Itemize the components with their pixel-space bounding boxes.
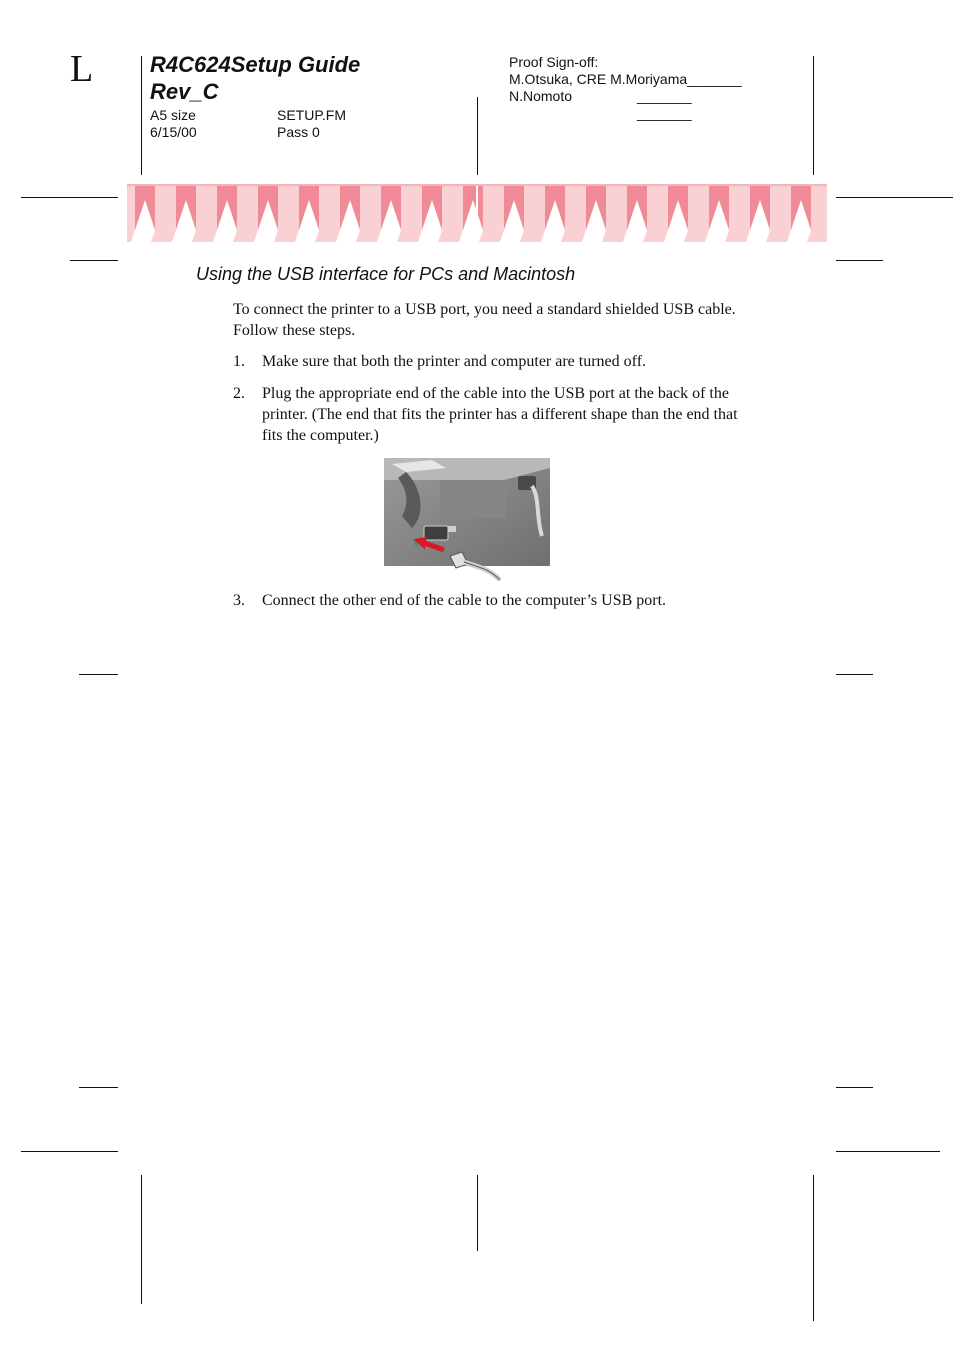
page-side-letter: L [70,48,94,90]
proof-signature-blank: _______ [637,88,692,104]
proof-signers: M.Otsuka, CRE M.Moriyama_______ [509,71,742,87]
step-number: 2. [233,385,245,402]
proof-label: Proof Sign-off: [509,54,599,70]
crop-mark [836,197,953,198]
proof-signer-name: N.Nomoto [509,88,573,104]
crop-mark [70,260,118,261]
step-number: 3. [233,592,245,609]
crop-mark [79,674,118,675]
banner-top-edge [127,184,827,186]
crop-mark [141,1175,142,1304]
proof-signature-blank-2: _______ [637,105,692,121]
crop-mark [79,1087,118,1088]
crop-mark [813,56,814,175]
decorative-banner [127,184,827,242]
crop-mark [813,1175,814,1321]
usb-connection-illustration [384,458,550,581]
document-title-line1: R4C624Setup Guide [150,52,361,77]
banner-divider [476,184,478,242]
crop-mark [836,1151,940,1152]
section-heading: Using the USB interface for PCs and Macintosh [196,264,576,284]
document-title-line2: Rev_C [150,79,219,104]
step-text: Plug the appropriate end of the cable into the USB port at the back of the printer. (The end that fits the printer has a different shape than the end that fits the computer.) [262,385,738,444]
document-title [150,51,360,105]
proof-signer-row [509,88,742,105]
paper-size: A5 size [150,107,196,123]
crop-mark [141,56,142,175]
pass-number: Pass 0 [277,124,320,140]
crop-mark [836,1087,873,1088]
crop-mark [836,260,883,261]
crop-mark [477,1175,478,1251]
crop-mark [21,1151,118,1152]
crop-mark [477,97,478,175]
crop-mark [836,674,873,675]
figure-bottom-space [384,566,550,581]
crop-mark [21,197,118,198]
printer-rear-cover [440,480,506,518]
usb-port [424,526,448,540]
proof-blank-row [509,105,742,122]
port-label [448,526,456,532]
intro-paragraph: To connect the printer to a USB port, you need a standard shielded USB cable. Follow these steps. [233,301,736,339]
banner-teeth [131,186,827,242]
step-number: 1. [233,353,245,370]
proof-signoff [509,54,742,122]
file-name: SETUP.FM [277,107,346,123]
step-text: Connect the other end of the cable to the computer’s USB port. [262,592,667,609]
date: 6/15/00 [150,124,197,140]
step-text: Make sure that both the printer and computer are turned off. [262,353,647,370]
